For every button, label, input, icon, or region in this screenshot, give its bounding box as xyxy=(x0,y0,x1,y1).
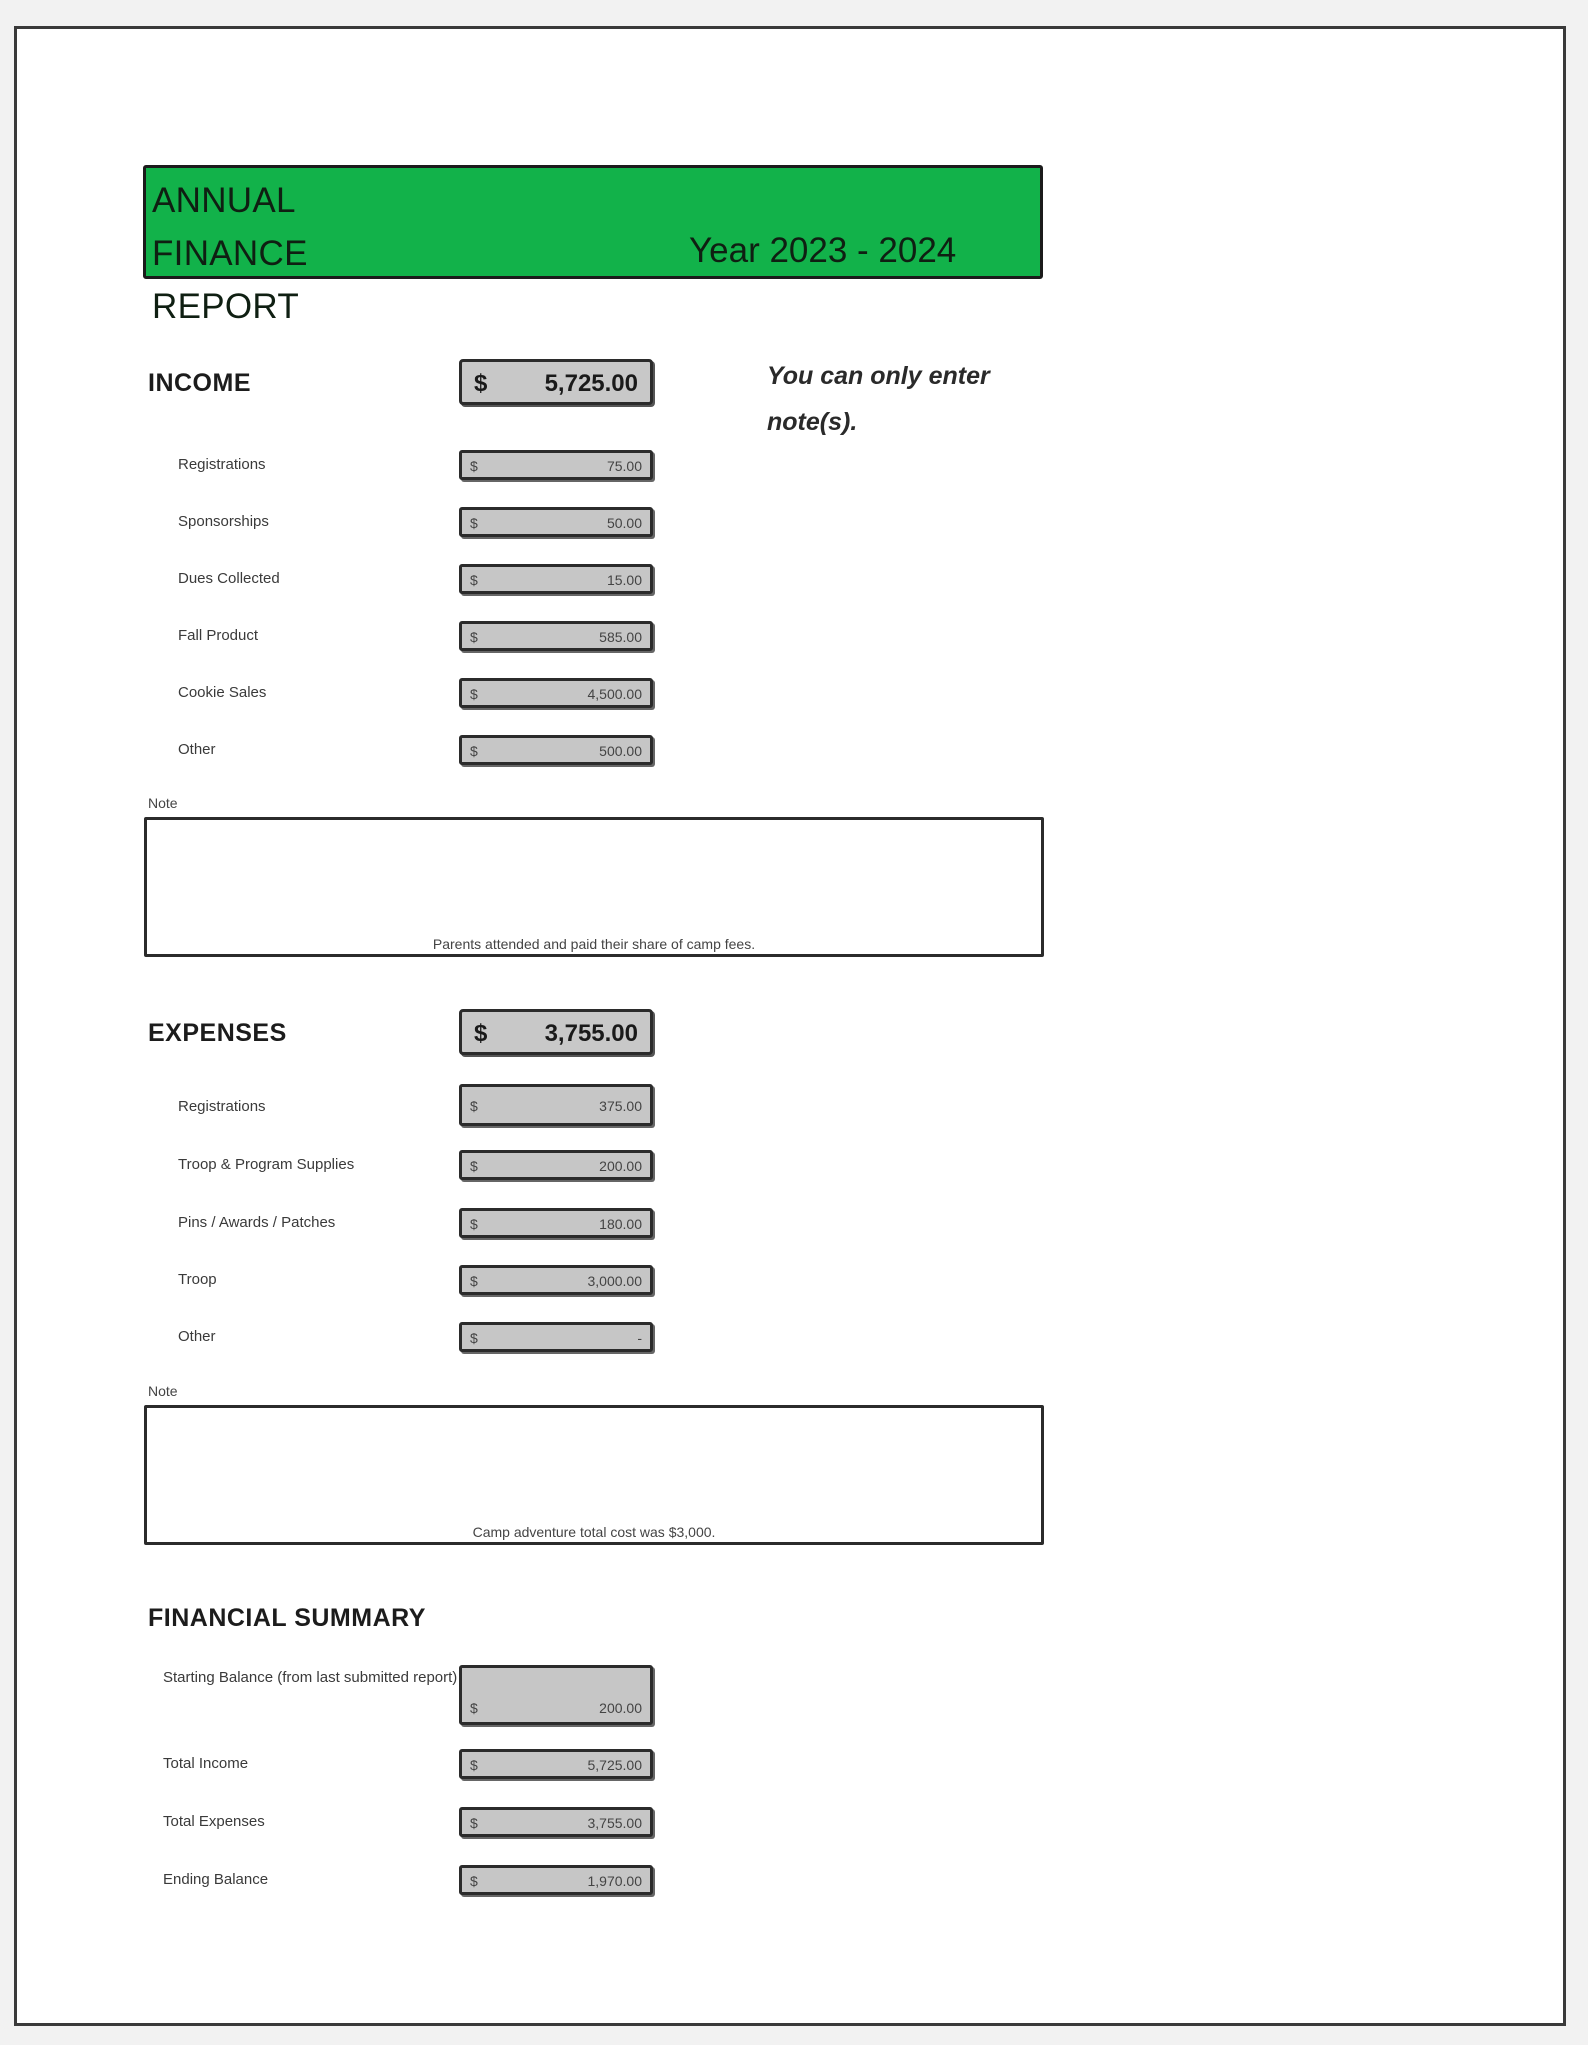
income-item-label: Cookie Sales xyxy=(178,684,267,701)
expenses-note-label: Note xyxy=(148,1383,178,1399)
currency-symbol: $ xyxy=(470,515,478,531)
currency-symbol: $ xyxy=(470,1216,478,1232)
expense-item-value xyxy=(459,1265,653,1295)
amount: 180.00 xyxy=(599,1216,642,1232)
amount: 5,725.00 xyxy=(587,1757,642,1773)
currency-symbol: $ xyxy=(470,1273,478,1289)
summary-item-value xyxy=(459,1665,653,1725)
summary-item-value xyxy=(459,1749,653,1779)
income-item-label: Fall Product xyxy=(178,627,259,644)
expense-item-label: Troop & Program Supplies xyxy=(178,1156,355,1173)
amount: 3,000.00 xyxy=(587,1273,642,1289)
expenses-heading: EXPENSES xyxy=(148,1019,287,1047)
income-item-label: Registrations xyxy=(178,456,266,473)
income-item-label: Other xyxy=(178,741,216,758)
income-item-value xyxy=(459,564,653,594)
currency-symbol: $ xyxy=(470,1098,478,1114)
currency-symbol: $ xyxy=(470,743,478,759)
expense-item-value xyxy=(459,1322,653,1352)
report-title: ANNUAL FINANCE REPORT xyxy=(152,181,308,326)
amount: 15.00 xyxy=(606,572,642,588)
currency-symbol: $ xyxy=(470,572,478,588)
currency-symbol: $ xyxy=(470,629,478,645)
currency-symbol: $ xyxy=(470,1700,478,1716)
report-year: Year 2023 - 2024 xyxy=(689,231,957,270)
income-item-value xyxy=(459,678,653,708)
summary-item-label: Total Income xyxy=(163,1755,249,1772)
income-item-label: Dues Collected xyxy=(178,570,280,587)
expense-item-label: Other xyxy=(178,1328,216,1345)
amount: 375.00 xyxy=(599,1098,642,1114)
expense-item-label: Registrations xyxy=(178,1098,266,1115)
amount: 500.00 xyxy=(599,743,642,759)
summary-item-label: Total Expenses xyxy=(163,1813,265,1830)
currency-symbol: $ xyxy=(470,1815,478,1831)
income-heading: INCOME xyxy=(148,369,251,397)
income-total xyxy=(459,359,653,405)
expenses-note-field[interactable] xyxy=(144,1405,1044,1545)
summary-item-label: Ending Balance xyxy=(163,1871,269,1888)
income-item-value xyxy=(459,735,653,765)
currency-symbol: $ xyxy=(470,458,478,474)
expense-item-label: Pins / Awards / Patches xyxy=(178,1214,336,1231)
notes-hint: You can only enter note(s). xyxy=(767,362,990,436)
income-note-text: Parents attended and paid their share of camp fees. xyxy=(432,936,756,952)
expenses-note-text: Camp adventure total cost was $3,000. xyxy=(472,1524,716,1540)
currency-symbol: $ xyxy=(470,1873,478,1889)
amount: 75.00 xyxy=(606,458,642,474)
expense-item-value xyxy=(459,1084,653,1126)
currency-symbol: $ xyxy=(470,1757,478,1773)
expenses-total-currency: $ xyxy=(474,1020,488,1047)
income-total-currency: $ xyxy=(474,370,488,397)
amount: 4,500.00 xyxy=(587,686,642,702)
currency-symbol: $ xyxy=(470,1158,478,1174)
income-note-field[interactable] xyxy=(144,817,1044,957)
income-item-label: Sponsorships xyxy=(178,513,269,530)
amount: - xyxy=(637,1330,642,1346)
report-page xyxy=(14,26,1566,2026)
summary-item-value xyxy=(459,1807,653,1837)
amount: 1,970.00 xyxy=(587,1873,642,1889)
income-item-value xyxy=(459,507,653,537)
amount: 3,755.00 xyxy=(587,1815,642,1831)
income-note-label: Note xyxy=(148,795,178,811)
amount: 200.00 xyxy=(599,1158,642,1174)
report-header-banner xyxy=(143,165,1043,326)
expense-item-value xyxy=(459,1208,653,1238)
amount: 200.00 xyxy=(599,1700,642,1716)
amount: 585.00 xyxy=(599,629,642,645)
expense-item-label: Troop xyxy=(178,1271,217,1288)
summary-item-value xyxy=(459,1865,653,1895)
currency-symbol: $ xyxy=(470,1330,478,1346)
summary-item-label: Starting Balance (from last submitted report) xyxy=(163,1669,458,1686)
currency-symbol: $ xyxy=(470,686,478,702)
amount: 50.00 xyxy=(606,515,642,531)
income-item-value xyxy=(459,450,653,480)
expense-item-value xyxy=(459,1150,653,1180)
income-item-value xyxy=(459,621,653,651)
expenses-total-amount: 3,755.00 xyxy=(544,1020,638,1047)
summary-heading: FINANCIAL SUMMARY xyxy=(148,1604,426,1632)
expenses-total xyxy=(459,1009,653,1055)
income-total-amount: 5,725.00 xyxy=(544,370,638,397)
